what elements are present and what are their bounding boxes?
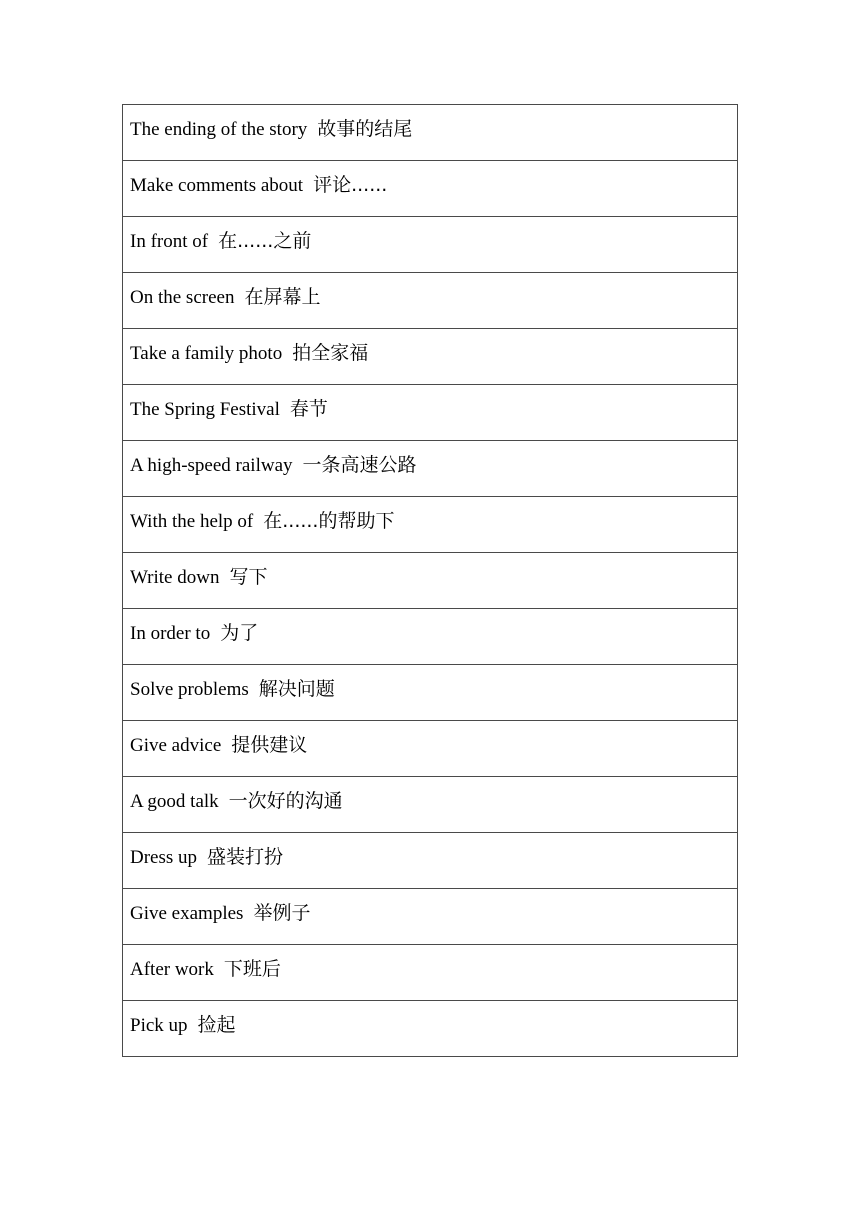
phrase-cell (123, 609, 738, 665)
chinese-translation: 解决问题 (258, 678, 335, 700)
chinese-translation: 故事的结尾 (317, 118, 413, 140)
table-row (123, 161, 738, 217)
phrase-text (130, 105, 737, 142)
english-phrase: Take a family photo (130, 343, 283, 364)
table-row (123, 105, 738, 161)
phrase-cell (123, 665, 738, 721)
phrase-cell (123, 329, 738, 385)
phrase-text (130, 945, 737, 982)
phrase-cell (123, 497, 738, 553)
english-phrase: With the help of (130, 511, 254, 532)
english-phrase: After work (130, 959, 214, 980)
chinese-translation: 为了 (220, 622, 259, 644)
phrase-cell (123, 553, 738, 609)
phrase-cell (123, 385, 738, 441)
phrase-cell (123, 105, 738, 161)
phrase-text (130, 441, 737, 478)
phrase-text (130, 665, 737, 702)
chinese-translation: 在......之前 (218, 230, 312, 252)
table-row (123, 329, 738, 385)
table-row (123, 945, 738, 1001)
chinese-translation: 写下 (229, 566, 268, 588)
chinese-translation: 拍全家福 (292, 342, 369, 364)
phrase-table (122, 104, 738, 1057)
phrase-text (130, 833, 737, 870)
phrase-text (130, 161, 737, 198)
chinese-translation: 在屏幕上 (244, 286, 321, 308)
chinese-translation: 下班后 (223, 958, 281, 980)
english-phrase: Dress up (130, 847, 198, 868)
phrase-cell (123, 273, 738, 329)
table-row (123, 889, 738, 945)
english-phrase: Give examples (130, 903, 244, 924)
phrase-cell (123, 161, 738, 217)
phrase-cell (123, 833, 738, 889)
table-row (123, 833, 738, 889)
phrase-text (130, 385, 737, 422)
phrase-cell (123, 721, 738, 777)
english-phrase: The Spring Festival (130, 399, 280, 420)
chinese-translation: 盛装打扮 (207, 846, 284, 868)
phrase-cell (123, 217, 738, 273)
chinese-translation: 春节 (289, 398, 328, 420)
phrase-text (130, 497, 737, 534)
phrase-cell (123, 945, 738, 1001)
phrase-cell (123, 441, 738, 497)
table-row (123, 385, 738, 441)
table-row (123, 497, 738, 553)
table-row (123, 1001, 738, 1057)
phrase-table-body (123, 105, 738, 1057)
english-phrase: A good talk (130, 791, 219, 812)
phrase-cell (123, 777, 738, 833)
english-phrase: Solve problems (130, 679, 249, 700)
chinese-translation: 一条高速公路 (302, 454, 417, 476)
english-phrase: In front of (130, 231, 209, 252)
phrase-text (130, 721, 737, 758)
chinese-translation: 在......的帮助下 (263, 510, 395, 532)
english-phrase: In order to (130, 623, 211, 644)
table-row (123, 777, 738, 833)
chinese-translation: 评论...... (313, 174, 388, 196)
phrase-cell (123, 1001, 738, 1057)
chinese-translation: 一次好的沟通 (228, 790, 343, 812)
english-phrase: The ending of the story (130, 119, 308, 140)
english-phrase: Pick up (130, 1015, 188, 1036)
phrase-text (130, 329, 737, 366)
chinese-translation: 提供建议 (231, 734, 308, 756)
table-row (123, 665, 738, 721)
phrase-text (130, 553, 737, 590)
english-phrase: Give advice (130, 735, 222, 756)
english-phrase: Make comments about (130, 175, 304, 196)
table-row (123, 441, 738, 497)
table-row (123, 217, 738, 273)
phrase-text (130, 889, 737, 926)
phrase-text (130, 609, 737, 646)
table-row (123, 273, 738, 329)
english-phrase: On the screen (130, 287, 235, 308)
table-row (123, 553, 738, 609)
table-row (123, 609, 738, 665)
table-row (123, 721, 738, 777)
chinese-translation: 捡起 (197, 1014, 236, 1036)
phrase-text (130, 273, 737, 310)
phrase-cell (123, 889, 738, 945)
english-phrase: A high-speed railway (130, 455, 293, 476)
phrase-text (130, 1001, 737, 1038)
english-phrase: Write down (130, 567, 220, 588)
phrase-text (130, 777, 737, 814)
chinese-translation: 举例子 (253, 902, 311, 924)
phrase-text (130, 217, 737, 254)
